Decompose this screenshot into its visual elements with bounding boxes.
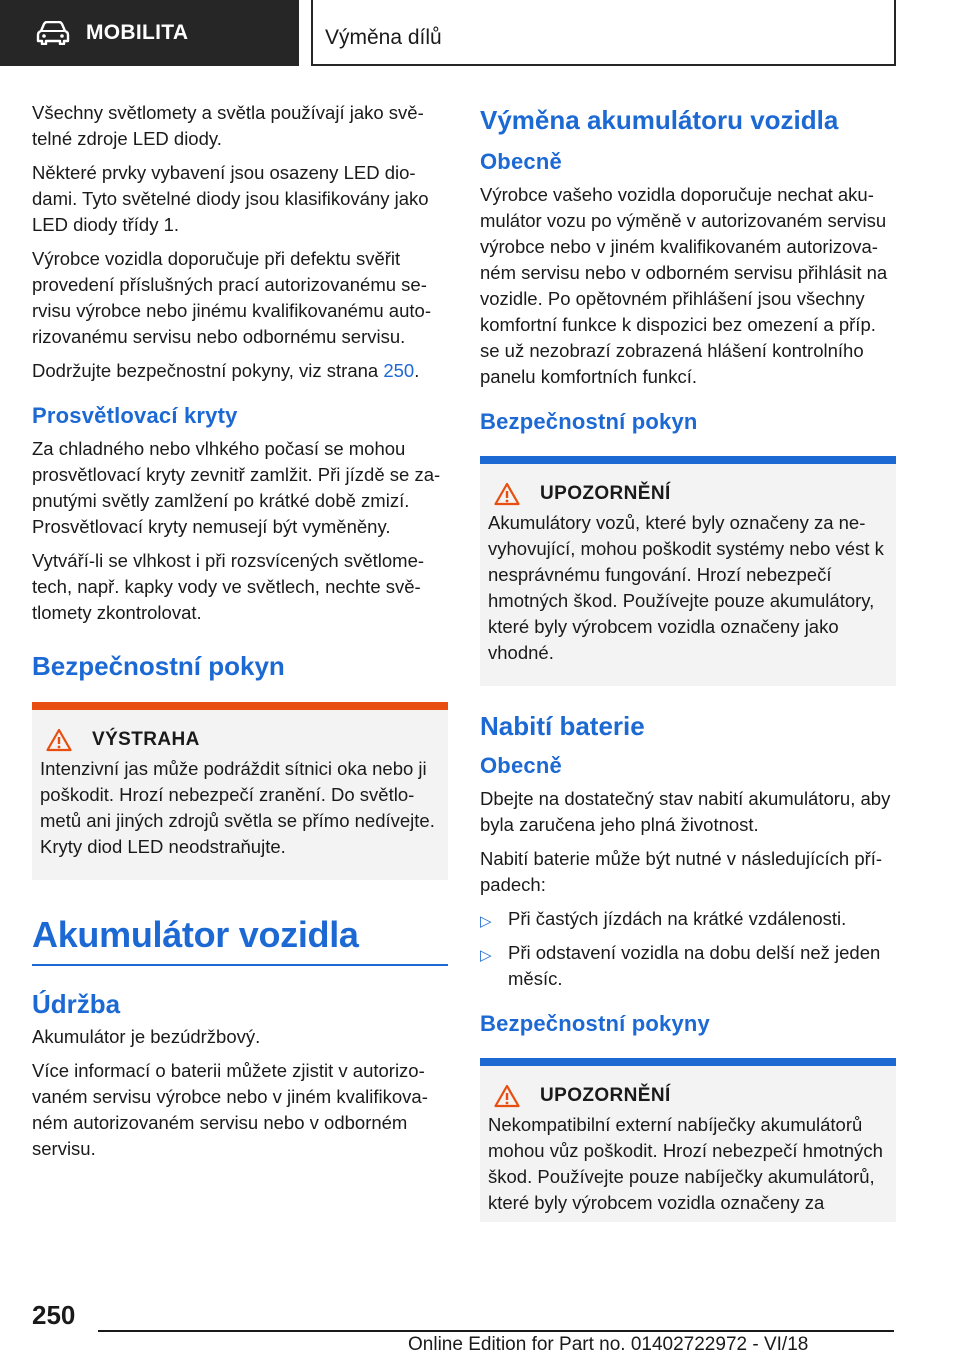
page-number: 250 <box>32 1300 76 1330</box>
subheading-general: Obecně <box>480 753 562 778</box>
warning-triangle-icon <box>46 728 72 752</box>
paragraph: Za chladného nebo vlhkého počasí se mohou prosvětlovací kryty zevnitř zamlžit. Při jízdě se zapnutými světly zamlžení po krátké době zmizí. Prosvětlovací kryty nemusejí být vyměněny. <box>32 438 441 537</box>
right-column <box>480 100 896 1238</box>
section-name: MOBILITA <box>86 21 189 44</box>
warning-box <box>32 702 448 880</box>
footer-divider <box>98 1330 894 1332</box>
warning-triangle-icon <box>494 1084 520 1108</box>
notice-text: Akumulátory vozů, které byly označeny za nevyhovující, mohou poškodit systémy nebo vést k nesprávnému fungování. Hrozí nebezpečí hmotných škod. Používejte pouze akumulátory, které byly výrobcem vozidla označeny jako vhodné. <box>488 512 884 663</box>
section-tab <box>0 0 299 66</box>
chapter-title: Výměna dílů <box>311 0 896 66</box>
bullet-list <box>480 906 896 992</box>
paragraph: Výrobce vašeho vozidla doporučuje nechat akumulátor vozu po výměně v autorizovaném servisu výrobce nebo v jiném kvalifikovaném autorizovaném servisu nebo v odborném servisu přihlásit na vozidle. Po opětovném přihlášení jsou všechny komfortní funkce k dispozici bez omezení a příp. se už nezobrazí zobrazená hlášení kontrolního panelu komfortních funkcí. <box>480 184 888 387</box>
warning-text: Intenzivní jas může podráždit sítnici oka nebo ji poškodit. Hrozí nebezpečí zranění. Do světlometů ani jiných zdrojů světla se přímo nedívejte. Kryty diod LED neodstraňujte. <box>40 758 435 857</box>
triangle-bullet-icon: ▷ <box>480 913 492 930</box>
car-icon <box>36 21 70 45</box>
list-item: ▷ Při odstavení vozidla na dobu delší než jeden měsíc. <box>480 942 881 989</box>
list-item: ▷ Při častých jízdách na krátké vzdálenosti. <box>480 906 896 932</box>
page-header <box>0 0 960 66</box>
paragraph: Nabití baterie může být nutné v následujících případech: <box>480 848 883 895</box>
subheading-safety: Bezpečnostní pokyny <box>480 1011 710 1036</box>
notice-box <box>480 456 896 686</box>
notice-text: Nekompatibilní externí nabíječky akumulátorů mohou vůz poškodit. Hrozí nebezpečí hmotných škod. Používejte pouze nabíječky akumulátorů, které byly výrobcem vozidla označeny za <box>488 1114 883 1213</box>
paragraph: Výrobce vozidla doporučuje při defektu svěřit provedení příslušných prací autorizovanému servisu výrobce nebo jinému kvalifikovanému autorizovanému servisu nebo odbornému servisu. <box>32 248 431 347</box>
heading-charging: Nabití baterie <box>480 711 645 741</box>
heading-maintenance: Údržba <box>32 989 121 1019</box>
paragraph: Všechny světlomety a světla používají jako světelné zdroje LED diody. <box>32 102 424 149</box>
warning-label: VÝSTRAHA <box>92 729 200 750</box>
notice-label: UPOZORNĚNÍ <box>540 483 671 504</box>
paragraph: Dbejte na dostatečný stav nabití akumulátoru, aby byla zaručena jeho plná životnost. <box>480 788 891 835</box>
edition-note: Online Edition for Part no. 01402722972 - VI/18 <box>408 1334 809 1355</box>
paragraph: Akumulátor je bezúdržbový. <box>32 1026 261 1047</box>
page-link[interactable]: 250 <box>383 360 415 381</box>
chapter-heading: Akumulátor vozidla <box>32 914 448 966</box>
paragraph: Více informací o baterii můžete zjistit v autorizovaném servisu výrobce nebo v jiném kvalifikovaném autorizovaném servisu nebo v odborném servisu. <box>32 1060 428 1159</box>
paragraph: Vytváří-li se vlhkost i při rozsvícených světlometech, např. kapky vody ve světlech, nechte světlomety zkontrolovat. <box>32 550 425 623</box>
subheading-general: Obecně <box>480 149 562 174</box>
paragraph-with-link: Dodržujte bezpečnostní pokyny, viz strana 250. <box>32 360 420 381</box>
paragraph: Některé prvky vybavení jsou osazeny LED diodami. Tyto světelné diody jsou klasifikovány jako LED diody třídy 1. <box>32 162 429 235</box>
notice-box <box>480 1058 896 1222</box>
left-column <box>32 100 448 1170</box>
heading-safety: Bezpečnostní pokyn <box>32 651 285 681</box>
triangle-bullet-icon: ▷ <box>480 947 492 964</box>
subheading-covers: Prosvětlovací kryty <box>32 403 238 428</box>
notice-label: UPOZORNĚNÍ <box>540 1085 671 1106</box>
warning-triangle-icon <box>494 482 520 506</box>
subheading-safety: Bezpečnostní pokyn <box>480 409 698 434</box>
heading-replace-battery: Výměna akumulátoru vozidla <box>480 105 839 135</box>
